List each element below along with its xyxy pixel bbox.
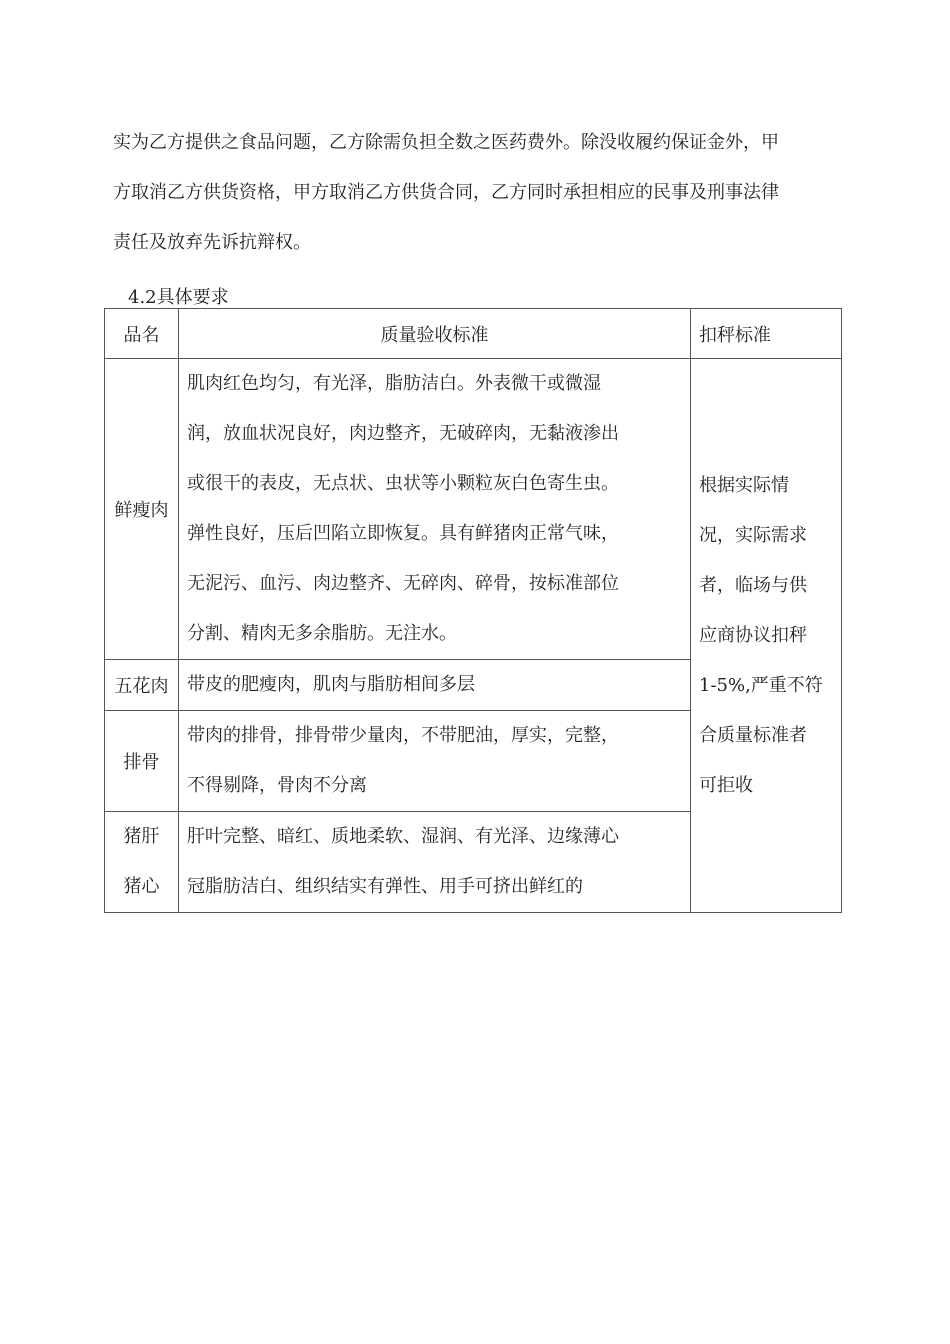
product-name-cell: [105, 812, 179, 913]
deduction-line: 根据实际情: [699, 474, 789, 496]
header-deduction-standard: 扣秤标准: [691, 309, 842, 359]
table-row: [105, 359, 842, 660]
quality-standard-cell: [179, 359, 691, 660]
product-name-cell: [105, 660, 179, 711]
table-header-row: [105, 309, 842, 359]
paragraph-line: 责任及放弃先诉抗辩权。: [113, 232, 311, 253]
standard-line: 弹性良好，压后凹陷立即恢复。具有鲜猪肉正常气味，: [187, 523, 619, 544]
standard-line: 肝叶完整、暗红、质地柔软、湿润、有光泽、边缘薄心: [187, 826, 619, 847]
product-name-cell: [105, 711, 179, 812]
deduction-line: 应商协议扣秤: [699, 624, 807, 646]
deduction-line: 者，临场与供: [699, 574, 807, 596]
header-product-name: 品名: [105, 309, 179, 359]
product-name: 鲜瘦肉: [114, 500, 169, 521]
deduction-line: 合质量标准者: [699, 724, 807, 746]
requirements-table: [104, 308, 842, 913]
standard-line: 不得剔降，骨肉不分离: [187, 775, 367, 796]
paragraph-line: 方取消乙方供货资格，甲方取消乙方供货合同，乙方同时承担相应的民事及刑事法律: [113, 182, 779, 203]
standard-line: 分割、精肉无多余脂肪。无注水。: [187, 623, 457, 644]
standard-line: 带皮的肥瘦肉，肌肉与脂肪相间多层: [187, 674, 475, 695]
quality-standard-cell: [179, 812, 691, 913]
paragraph-line: 实为乙方提供之食品问题，乙方除需负担全数之医药费外。除没收履约保证金外，甲: [113, 132, 779, 153]
standard-line: 冠脂肪洁白、组织结实有弹性、用手可挤出鲜红的: [187, 876, 583, 897]
quality-standard-cell: [179, 660, 691, 711]
product-name: 五花肉: [114, 676, 169, 697]
standard-line: 肌肉红色均匀，有光泽，脂肪洁白。外表微干或微湿: [187, 373, 601, 394]
product-name-cell: [105, 359, 179, 660]
deduction-line: 1-5%,严重不符: [699, 674, 823, 696]
standard-line: 或很干的表皮，无点状、虫状等小颗粒灰白色寄生虫。: [187, 473, 619, 494]
deduction-line: 可拒收: [699, 774, 753, 796]
quality-standard-cell: [179, 711, 691, 812]
standard-line: 带肉的排骨，排骨带少量肉，不带肥油，厚实，完整，: [187, 725, 619, 746]
product-name-line: 猪肝: [123, 826, 160, 847]
product-name: 排骨: [123, 752, 160, 773]
header-quality-standard: 质量验收标准: [179, 309, 691, 359]
standard-line: 润，放血状况良好，肉边整齐，无破碎肉，无黏液渗出: [187, 423, 619, 444]
deduction-standard-cell: [691, 359, 842, 913]
standard-line: 无泥污、血污、肉边整齐、无碎肉、碎骨，按标准部位: [187, 573, 619, 594]
deduction-line: 况，实际需求: [699, 524, 807, 546]
section-heading: 4.2具体要求: [128, 287, 229, 308]
product-name-line: 猪心: [123, 876, 160, 897]
